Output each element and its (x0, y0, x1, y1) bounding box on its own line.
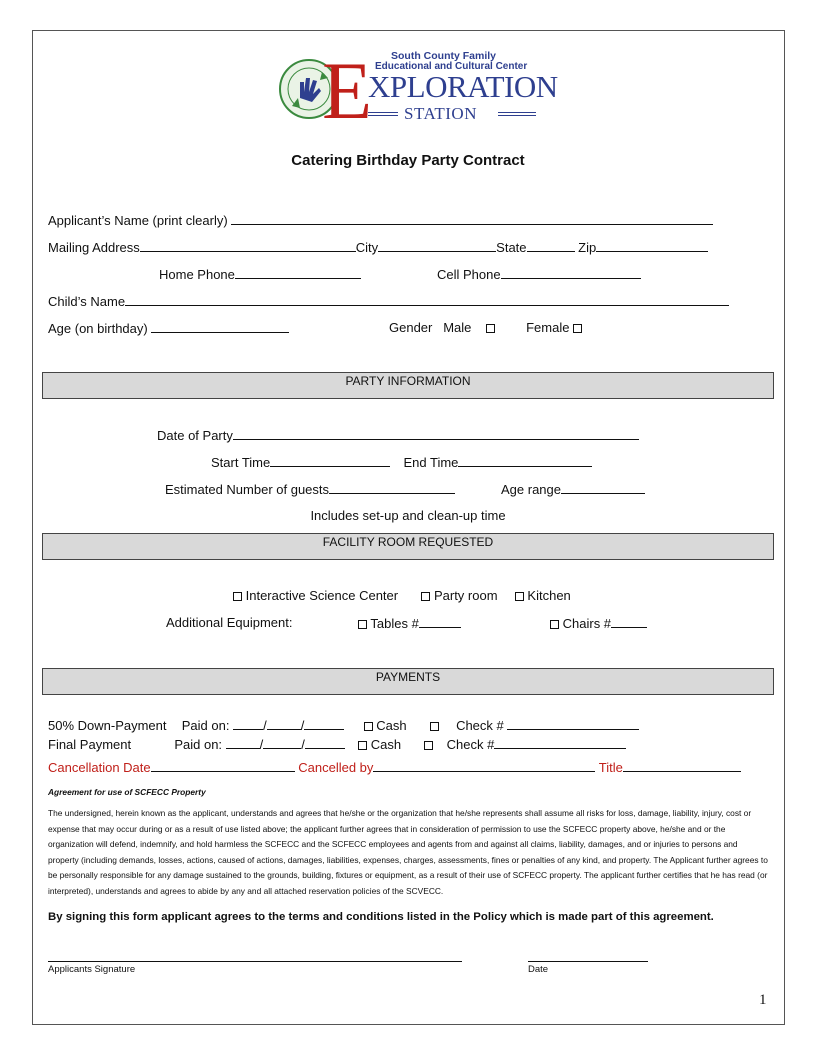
cancellation-row (48, 759, 741, 775)
chairs-field[interactable] (611, 615, 647, 628)
kitchen-label: Kitchen (527, 588, 571, 603)
equipment-label: Additional Equipment: (166, 615, 293, 630)
down-paid-year[interactable] (304, 717, 344, 730)
cancelled-by-label: Cancelled by (298, 760, 374, 775)
age-range-field[interactable] (561, 481, 645, 494)
includes-note: Includes set-up and clean-up time (310, 508, 506, 523)
down-check-number-field[interactable] (507, 717, 639, 730)
final-check-number-field[interactable] (494, 736, 626, 749)
start-time-label: Start Time (211, 455, 271, 470)
agreement-heading: Agreement for use of SCFECC Property (48, 787, 206, 797)
cancellation-date-field[interactable] (151, 759, 295, 772)
child-name-label: Child’s Name (48, 294, 126, 309)
chairs-checkbox[interactable] (550, 620, 559, 629)
party-room-label: Party room (433, 588, 498, 603)
female-label: Female (526, 320, 570, 335)
cancelled-by-field[interactable] (373, 759, 595, 772)
date-signature-line[interactable] (528, 951, 648, 962)
signature-label: Applicants Signature (48, 964, 136, 975)
cell-phone-row (437, 266, 641, 282)
kitchen-checkbox[interactable] (515, 592, 524, 601)
chairs-row (550, 615, 647, 631)
logo-rule-left (368, 112, 398, 116)
page-title: Catering Birthday Party Contract (291, 152, 525, 169)
gender-row (389, 320, 582, 335)
guests-label: Estimated Number of guests (165, 482, 330, 497)
down-check-label: Check # (456, 718, 504, 733)
zip-field[interactable] (596, 239, 708, 252)
chairs-label: Chairs # (562, 616, 612, 631)
facility-options-row (233, 588, 571, 603)
start-time-field[interactable] (270, 454, 390, 467)
final-payment-row: Final Payment Paid on: / / Cash Check # (48, 736, 626, 752)
down-paid-day[interactable] (267, 717, 301, 730)
cell-phone-label: Cell Phone (437, 267, 501, 282)
zip-label: Zip (578, 240, 597, 255)
final-payment-label: Final Payment (48, 737, 132, 752)
down-check-checkbox[interactable] (430, 722, 439, 731)
logo-rule-right (498, 112, 536, 116)
tables-checkbox[interactable] (358, 620, 367, 629)
gender-label: Gender (389, 320, 433, 335)
state-label: State (496, 240, 527, 255)
final-paid-day[interactable] (263, 736, 301, 749)
end-time-label: End Time (403, 455, 459, 470)
home-phone-label: Home Phone (159, 267, 235, 282)
age-label: Age (on birthday) (48, 321, 148, 336)
final-check-checkbox[interactable] (424, 741, 433, 750)
signing-statement: By signing this form applicant agrees to the terms and conditions listed in the Policy which is made part of this agreement. (48, 911, 714, 923)
facility-header: FACILITY ROOM REQUESTED (42, 533, 774, 560)
age-row (48, 320, 289, 336)
science-center-label: Interactive Science Center (245, 588, 399, 603)
city-label: City (355, 240, 379, 255)
home-phone-row (159, 266, 361, 282)
child-name-field[interactable] (125, 293, 729, 306)
org-line-1: South County Family (391, 50, 496, 62)
logo-name-sub: STATION (404, 104, 477, 123)
date-field[interactable] (233, 427, 639, 440)
down-paid-month[interactable] (233, 717, 263, 730)
page-number: 1 (759, 992, 767, 1008)
guests-field[interactable] (329, 481, 455, 494)
signature-date-label: Date (528, 964, 549, 975)
state-field[interactable] (527, 239, 575, 252)
final-cash-label: Cash (370, 737, 402, 752)
applicant-name-field[interactable] (231, 212, 713, 225)
applicant-name-label: Applicant’s Name (print clearly) (48, 213, 228, 228)
male-checkbox[interactable] (486, 324, 495, 333)
tables-label: Tables # (370, 616, 419, 631)
cancel-title-label: Title (598, 760, 623, 775)
science-center-checkbox[interactable] (233, 592, 242, 601)
address-label: Mailing Address (48, 240, 140, 255)
down-cash-label: Cash (376, 718, 407, 733)
down-payment-row: 50% Down-Payment Paid on: / / Cash Check # (48, 717, 639, 733)
down-cash-checkbox[interactable] (364, 722, 373, 731)
final-paid-on-label: Paid on: (174, 737, 223, 752)
child-name-row (48, 293, 729, 309)
logo-name-main: XPLORATION (368, 69, 558, 104)
org-line-2: Educational and Cultural Center (375, 61, 528, 72)
guests-row (165, 481, 455, 497)
home-phone-field[interactable] (235, 266, 361, 279)
end-time-field[interactable] (458, 454, 592, 467)
date-row (157, 427, 639, 443)
cancellation-date-label: Cancellation Date (48, 760, 151, 775)
payments-header: PAYMENTS (42, 668, 774, 695)
signature-line[interactable] (48, 951, 462, 962)
address-field[interactable] (140, 239, 356, 252)
final-check-label: Check # (446, 737, 495, 752)
time-row (211, 454, 592, 470)
tables-field[interactable] (419, 615, 461, 628)
cell-phone-field[interactable] (501, 266, 641, 279)
cancel-title-field[interactable] (623, 759, 741, 772)
female-checkbox[interactable] (573, 324, 582, 333)
tables-row (358, 615, 461, 631)
age-field[interactable] (151, 320, 289, 333)
address-row (48, 239, 708, 255)
male-label: Male (443, 320, 472, 335)
date-label: Date of Party (157, 428, 233, 443)
logo (276, 45, 558, 136)
age-range-row (501, 481, 645, 497)
logo-initial: E (322, 45, 373, 136)
party-info-header: PARTY INFORMATION (42, 372, 774, 399)
final-paid-month[interactable] (226, 736, 260, 749)
agreement-body: The undersigned, herein known as the applicant, understands and agrees that he/she or the organization that he/she represents shall assume all risks for loss, damage, liability, injury, cost or expense that may occur during or as a result of use listed above; the applicant further agrees that in consideration of permission to use the SCFECC property above, he/she and or the organization will defend, indemnify, and hold harmless the SCFECC and the SCFECC employees and agents from and against all claims, liability, damages, and or injuries to persons and property (including demands, losses, actions, caused of actions, damages, liabilities, expenses, charges, assessments, fines or penalties of any kind, and property. The Applicant further agrees to be personally responsible for any damage sustained to the grounds, building, fixtures or equipment, as a result of their use of SCFECC property. The applicant further certifies that he has read (or interpreted), understands and agrees to abide by any and all attached reservation policies of the SCVECC. (48, 808, 768, 896)
age-range-label: Age range (501, 482, 561, 497)
down-paid-on-label: Paid on: (181, 718, 230, 733)
final-paid-year[interactable] (305, 736, 345, 749)
city-field[interactable] (378, 239, 496, 252)
down-payment-label: 50% Down-Payment (48, 718, 167, 733)
applicant-name-row (48, 212, 713, 228)
final-cash-checkbox[interactable] (358, 741, 367, 750)
party-room-checkbox[interactable] (421, 592, 430, 601)
